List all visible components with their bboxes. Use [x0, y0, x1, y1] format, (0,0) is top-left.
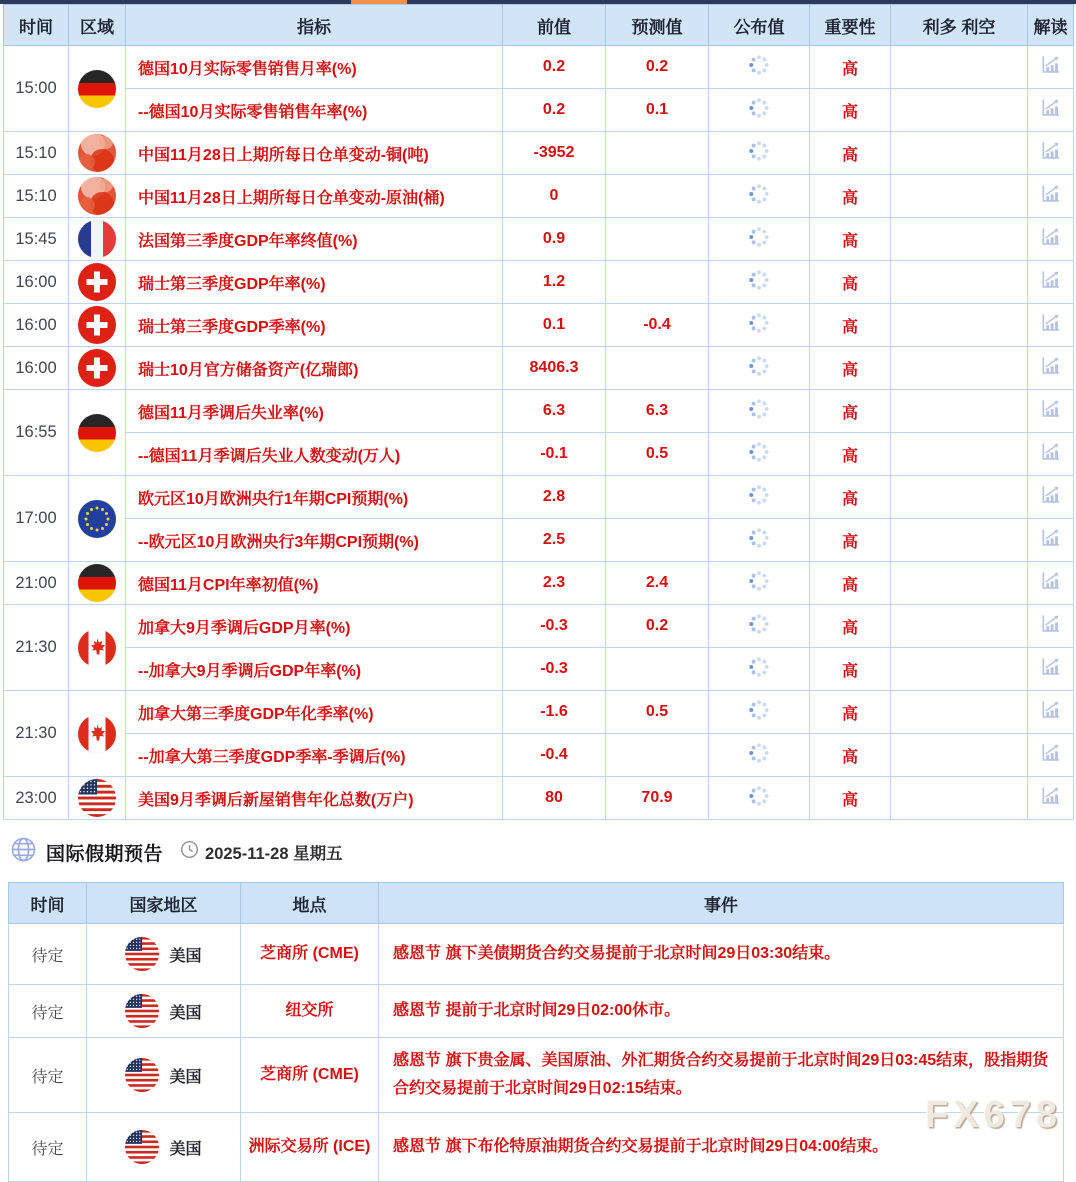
- previous-value: 6.3: [503, 390, 606, 433]
- time-cell: 16:00: [4, 261, 69, 304]
- importance-badge: 高: [810, 433, 891, 476]
- bull-bear-cell: [891, 519, 1028, 562]
- forecast-value: [606, 476, 709, 519]
- flag-china-icon: [78, 177, 116, 215]
- loading-spinner-icon: [748, 751, 770, 768]
- importance-badge: 高: [810, 46, 891, 89]
- bull-bear-cell: [891, 347, 1028, 390]
- flag-usa-icon: [125, 994, 159, 1028]
- loading-spinner-icon: [748, 493, 770, 510]
- chart-icon[interactable]: [1039, 751, 1062, 768]
- published-value-cell: [709, 433, 810, 476]
- importance-badge: 高: [810, 605, 891, 648]
- forecast-value: 2.4: [606, 562, 709, 605]
- time-cell: 21:30: [4, 691, 69, 777]
- importance-badge: 高: [810, 304, 891, 347]
- calendar-row: [4, 132, 1074, 175]
- published-value-cell: [709, 476, 810, 519]
- calendar-header-row: [4, 5, 1074, 46]
- bull-bear-cell: [891, 734, 1028, 777]
- holiday-section-header: [10, 836, 1076, 868]
- indicator-cell[interactable]: 中国11月28日上期所每日仓单变动-铜(吨): [126, 132, 503, 175]
- published-value-cell: [709, 734, 810, 777]
- time-cell: 15:00: [4, 46, 69, 132]
- previous-value: -0.1: [503, 433, 606, 476]
- country-flag-label: [91, 937, 236, 971]
- interpret-cell[interactable]: [1028, 347, 1074, 390]
- loading-spinner-icon: [748, 450, 770, 467]
- indicator-cell[interactable]: --德国10月实际零售销售年率(%): [126, 89, 503, 132]
- previous-value: 80: [503, 777, 606, 820]
- holiday-event-cell: 感恩节 旗下布伦特原油期货合约交易提前于北京时间29日04:00结束。: [379, 1113, 1064, 1182]
- col-header-region: 区域: [69, 5, 126, 46]
- flag-germany-icon: [78, 564, 116, 602]
- region-cell: [69, 605, 126, 691]
- chart-icon[interactable]: [1039, 536, 1062, 553]
- interpret-cell[interactable]: [1028, 175, 1074, 218]
- holiday-time-cell: 待定: [9, 985, 87, 1038]
- calendar-row: [4, 691, 1074, 734]
- published-value-cell: [709, 304, 810, 347]
- importance-badge: 高: [810, 390, 891, 433]
- chart-icon[interactable]: [1039, 192, 1062, 209]
- importance-badge: 高: [810, 132, 891, 175]
- bull-bear-cell: [891, 691, 1028, 734]
- calendar-row: [4, 519, 1074, 562]
- indicator-cell[interactable]: 瑞士第三季度GDP年率(%): [126, 261, 503, 304]
- holiday-row: [9, 1038, 1064, 1113]
- interpret-cell[interactable]: [1028, 304, 1074, 347]
- bull-bear-cell: [891, 218, 1028, 261]
- indicator-cell[interactable]: 加拿大第三季度GDP年化季率(%): [126, 691, 503, 734]
- flag-usa-icon: [78, 779, 116, 817]
- time-cell: 16:00: [4, 304, 69, 347]
- importance-badge: 高: [810, 347, 891, 390]
- forecast-value: [606, 347, 709, 390]
- globe-icon: [10, 836, 37, 868]
- forecast-value: 70.9: [606, 777, 709, 820]
- holiday-location-cell: 芝商所 (CME): [241, 924, 379, 985]
- flag-germany-icon: [78, 70, 116, 108]
- published-value-cell: [709, 89, 810, 132]
- interpret-cell[interactable]: [1028, 777, 1074, 820]
- region-cell: [69, 261, 126, 304]
- flag-china-icon: [78, 134, 116, 172]
- holiday-event-cell: 感恩节 旗下美债期货合约交易提前于北京时间29日03:30结束。: [379, 924, 1064, 985]
- indicator-cell[interactable]: 加拿大9月季调后GDP月率(%): [126, 605, 503, 648]
- holiday-row: [9, 1113, 1064, 1182]
- holiday-country-cell: [87, 1113, 241, 1182]
- col-header-importance: 重要性: [810, 5, 891, 46]
- calendar-row: [4, 648, 1074, 691]
- chart-icon[interactable]: [1039, 149, 1062, 166]
- region-cell: [69, 175, 126, 218]
- indicator-cell[interactable]: 德国11月季调后失业率(%): [126, 390, 503, 433]
- loading-spinner-icon: [748, 536, 770, 553]
- calendar-row: [4, 261, 1074, 304]
- region-cell: [69, 304, 126, 347]
- holiday-time-cell: 待定: [9, 1038, 87, 1113]
- region-cell: [69, 347, 126, 390]
- holiday-time-cell: 待定: [9, 1113, 87, 1182]
- flag-canada-icon: [78, 715, 116, 753]
- hol-col-header-country: 国家地区: [87, 883, 241, 924]
- previous-value: 2.3: [503, 562, 606, 605]
- loading-spinner-icon: [748, 321, 770, 338]
- forecast-value: [606, 218, 709, 261]
- previous-value: -0.3: [503, 648, 606, 691]
- col-header-interpret: 解读: [1028, 5, 1074, 46]
- forecast-value: 0.5: [606, 691, 709, 734]
- flag-usa-icon: [125, 937, 159, 971]
- holiday-event-cell: 感恩节 旗下贵金属、美国原油、外汇期货合约交易提前于北京时间29日03:45结束，股指期货合约交易提前于北京时间29日02:15结束。: [379, 1038, 1064, 1113]
- calendar-row: [4, 605, 1074, 648]
- fx678-watermark: FX678: [925, 1094, 1062, 1136]
- top-scroll-strip: [0, 0, 1076, 4]
- chart-icon[interactable]: [1039, 708, 1062, 725]
- chart-icon[interactable]: [1039, 106, 1062, 123]
- importance-badge: 高: [810, 89, 891, 132]
- col-header-bull-bear: 利多 利空: [891, 5, 1028, 46]
- scroll-thumb[interactable]: [351, 0, 407, 4]
- holiday-header-row: [9, 883, 1064, 924]
- bull-bear-cell: [891, 175, 1028, 218]
- holiday-row: [9, 985, 1064, 1038]
- chart-icon[interactable]: [1039, 235, 1062, 252]
- holiday-event-cell: 感恩节 提前于北京时间29日02:00休市。: [379, 985, 1064, 1038]
- forecast-value: -0.4: [606, 304, 709, 347]
- loading-spinner-icon: [748, 364, 770, 381]
- holiday-time-cell: 待定: [9, 924, 87, 985]
- hol-col-header-time: 时间: [9, 883, 87, 924]
- indicator-cell[interactable]: 德国11月CPI年率初值(%): [126, 562, 503, 605]
- interpret-cell[interactable]: [1028, 261, 1074, 304]
- importance-badge: 高: [810, 519, 891, 562]
- forecast-value: 0.1: [606, 89, 709, 132]
- loading-spinner-icon: [748, 63, 770, 80]
- previous-value: -0.4: [503, 734, 606, 777]
- time-cell: 15:10: [4, 132, 69, 175]
- forecast-value: 0.5: [606, 433, 709, 476]
- bull-bear-cell: [891, 777, 1028, 820]
- chart-icon[interactable]: [1039, 665, 1062, 682]
- calendar-row: [4, 46, 1074, 89]
- economic-calendar-table: [3, 4, 1074, 820]
- region-cell: [69, 218, 126, 261]
- holiday-location-cell: 芝商所 (CME): [241, 1038, 379, 1113]
- previous-value: 0.1: [503, 304, 606, 347]
- calendar-row: [4, 347, 1074, 390]
- holiday-row: [9, 924, 1064, 985]
- region-cell: [69, 46, 126, 132]
- flag-eu-icon: [78, 500, 116, 538]
- bull-bear-cell: [891, 390, 1028, 433]
- holiday-section-title: 国际假期预告: [46, 843, 164, 865]
- indicator-cell[interactable]: 美国9月季调后新屋销售年化总数(万户): [126, 777, 503, 820]
- indicator-cell[interactable]: 瑞士10月官方储备资产(亿瑞郎): [126, 347, 503, 390]
- loading-spinner-icon: [748, 622, 770, 639]
- interpret-cell[interactable]: [1028, 734, 1074, 777]
- interpret-cell[interactable]: [1028, 433, 1074, 476]
- calendar-row: [4, 89, 1074, 132]
- interpret-cell[interactable]: [1028, 218, 1074, 261]
- bull-bear-cell: [891, 605, 1028, 648]
- country-flag-label: [91, 1058, 236, 1092]
- chart-icon[interactable]: [1039, 63, 1062, 80]
- country-name: 美国: [169, 1068, 202, 1086]
- country-flag-label: [91, 1130, 236, 1164]
- loading-spinner-icon: [748, 794, 770, 811]
- region-cell: [69, 132, 126, 175]
- calendar-row: [4, 777, 1074, 820]
- forecast-value: [606, 175, 709, 218]
- bull-bear-cell: [891, 46, 1028, 89]
- calendar-row: [4, 218, 1074, 261]
- holiday-country-cell: [87, 985, 241, 1038]
- indicator-cell[interactable]: 法国第三季度GDP年率终值(%): [126, 218, 503, 261]
- importance-badge: 高: [810, 734, 891, 777]
- calendar-row: [4, 734, 1074, 777]
- col-header-indicator: 指标: [126, 5, 503, 46]
- time-cell: 15:45: [4, 218, 69, 261]
- region-cell: [69, 691, 126, 777]
- holiday-country-cell: [87, 1038, 241, 1113]
- importance-badge: 高: [810, 218, 891, 261]
- time-cell: 16:00: [4, 347, 69, 390]
- previous-value: 2.8: [503, 476, 606, 519]
- interpret-cell[interactable]: [1028, 132, 1074, 175]
- indicator-cell[interactable]: 中国11月28日上期所每日仓单变动-原油(桶): [126, 175, 503, 218]
- indicator-cell[interactable]: --德国11月季调后失业人数变动(万人): [126, 433, 503, 476]
- forecast-value: 0.2: [606, 46, 709, 89]
- indicator-cell[interactable]: 德国10月实际零售销售月率(%): [126, 46, 503, 89]
- chart-icon[interactable]: [1039, 278, 1062, 295]
- chart-icon[interactable]: [1039, 321, 1062, 338]
- bull-bear-cell: [891, 476, 1028, 519]
- interpret-cell[interactable]: [1028, 89, 1074, 132]
- country-name: 美国: [169, 1140, 202, 1158]
- flag-canada-icon: [78, 629, 116, 667]
- previous-value: 2.5: [503, 519, 606, 562]
- indicator-cell[interactable]: 瑞士第三季度GDP季率(%): [126, 304, 503, 347]
- published-value-cell: [709, 390, 810, 433]
- published-value-cell: [709, 519, 810, 562]
- loading-spinner-icon: [748, 278, 770, 295]
- forecast-value: [606, 132, 709, 175]
- interpret-cell[interactable]: [1028, 605, 1074, 648]
- region-cell: [69, 476, 126, 562]
- previous-value: -3952: [503, 132, 606, 175]
- holiday-location-cell: 纽交所: [241, 985, 379, 1038]
- published-value-cell: [709, 132, 810, 175]
- time-cell: 23:00: [4, 777, 69, 820]
- chart-icon[interactable]: [1039, 493, 1062, 510]
- bull-bear-cell: [891, 433, 1028, 476]
- time-cell: 16:55: [4, 390, 69, 476]
- importance-badge: 高: [810, 648, 891, 691]
- calendar-row: [4, 562, 1074, 605]
- published-value-cell: [709, 218, 810, 261]
- chart-icon[interactable]: [1039, 794, 1062, 811]
- importance-badge: 高: [810, 261, 891, 304]
- interpret-cell[interactable]: [1028, 46, 1074, 89]
- bull-bear-cell: [891, 304, 1028, 347]
- flag-switzerland-icon: [78, 263, 116, 301]
- interpret-cell[interactable]: [1028, 562, 1074, 605]
- importance-badge: 高: [810, 777, 891, 820]
- forecast-value: [606, 648, 709, 691]
- bull-bear-cell: [891, 648, 1028, 691]
- holiday-table: [8, 882, 1064, 1182]
- flag-usa-icon: [125, 1058, 159, 1092]
- interpret-cell[interactable]: [1028, 648, 1074, 691]
- previous-value: 0.2: [503, 89, 606, 132]
- chart-icon[interactable]: [1039, 364, 1062, 381]
- published-value-cell: [709, 648, 810, 691]
- chart-icon[interactable]: [1039, 622, 1062, 639]
- region-cell: [69, 777, 126, 820]
- forecast-value: [606, 734, 709, 777]
- loading-spinner-icon: [748, 407, 770, 424]
- hol-col-header-location: 地点: [241, 883, 379, 924]
- previous-value: 0.9: [503, 218, 606, 261]
- chart-icon[interactable]: [1039, 579, 1062, 596]
- calendar-row: [4, 433, 1074, 476]
- flag-usa-icon: [125, 1130, 159, 1164]
- col-header-published: 公布值: [709, 5, 810, 46]
- published-value-cell: [709, 691, 810, 734]
- interpret-cell[interactable]: [1028, 476, 1074, 519]
- previous-value: 8406.3: [503, 347, 606, 390]
- interpret-cell[interactable]: [1028, 390, 1074, 433]
- published-value-cell: [709, 46, 810, 89]
- forecast-value: 6.3: [606, 390, 709, 433]
- loading-spinner-icon: [748, 708, 770, 725]
- country-name: 美国: [169, 947, 202, 965]
- interpret-cell[interactable]: [1028, 519, 1074, 562]
- flag-switzerland-icon: [78, 349, 116, 387]
- loading-spinner-icon: [748, 149, 770, 166]
- hol-col-header-event: 事件: [379, 883, 1064, 924]
- previous-value: 0: [503, 175, 606, 218]
- previous-value: 0.2: [503, 46, 606, 89]
- importance-badge: 高: [810, 175, 891, 218]
- region-cell: [69, 562, 126, 605]
- published-value-cell: [709, 777, 810, 820]
- holiday-country-cell: [87, 924, 241, 985]
- time-cell: 15:10: [4, 175, 69, 218]
- calendar-row: [4, 390, 1074, 433]
- flag-france-icon: [78, 220, 116, 258]
- bull-bear-cell: [891, 132, 1028, 175]
- importance-badge: 高: [810, 691, 891, 734]
- loading-spinner-icon: [748, 106, 770, 123]
- bull-bear-cell: [891, 89, 1028, 132]
- previous-value: 1.2: [503, 261, 606, 304]
- col-header-previous: 前值: [503, 5, 606, 46]
- chart-icon[interactable]: [1039, 450, 1062, 467]
- loading-spinner-icon: [748, 665, 770, 682]
- calendar-row: [4, 175, 1074, 218]
- indicator-cell[interactable]: --加拿大9月季调后GDP年率(%): [126, 648, 503, 691]
- bull-bear-cell: [891, 261, 1028, 304]
- holiday-date-text: 2025-11-28 星期五: [205, 845, 343, 863]
- col-header-forecast: 预测值: [606, 5, 709, 46]
- forecast-value: 0.2: [606, 605, 709, 648]
- interpret-cell[interactable]: [1028, 691, 1074, 734]
- flag-switzerland-icon: [78, 306, 116, 344]
- indicator-cell[interactable]: --加拿大第三季度GDP季率-季调后(%): [126, 734, 503, 777]
- country-name: 美国: [169, 1004, 202, 1022]
- clock-icon: [180, 840, 199, 864]
- country-flag-label: [91, 994, 236, 1028]
- published-value-cell: [709, 175, 810, 218]
- forecast-value: [606, 519, 709, 562]
- holiday-location-cell: 洲际交易所 (ICE): [241, 1113, 379, 1182]
- published-value-cell: [709, 562, 810, 605]
- time-cell: 17:00: [4, 476, 69, 562]
- importance-badge: 高: [810, 476, 891, 519]
- indicator-cell[interactable]: 欧元区10月欧洲央行1年期CPI预期(%): [126, 476, 503, 519]
- loading-spinner-icon: [748, 579, 770, 596]
- published-value-cell: [709, 261, 810, 304]
- previous-value: -0.3: [503, 605, 606, 648]
- calendar-row: [4, 304, 1074, 347]
- time-cell: 21:30: [4, 605, 69, 691]
- loading-spinner-icon: [748, 192, 770, 209]
- chart-icon[interactable]: [1039, 407, 1062, 424]
- indicator-cell[interactable]: --欧元区10月欧洲央行3年期CPI预期(%): [126, 519, 503, 562]
- previous-value: -1.6: [503, 691, 606, 734]
- flag-germany-icon: [78, 414, 116, 452]
- col-header-time: 时间: [4, 5, 69, 46]
- published-value-cell: [709, 347, 810, 390]
- region-cell: [69, 390, 126, 476]
- forecast-value: [606, 261, 709, 304]
- calendar-row: [4, 476, 1074, 519]
- holiday-date: [180, 840, 343, 864]
- bull-bear-cell: [891, 562, 1028, 605]
- published-value-cell: [709, 605, 810, 648]
- importance-badge: 高: [810, 562, 891, 605]
- loading-spinner-icon: [748, 235, 770, 252]
- time-cell: 21:00: [4, 562, 69, 605]
